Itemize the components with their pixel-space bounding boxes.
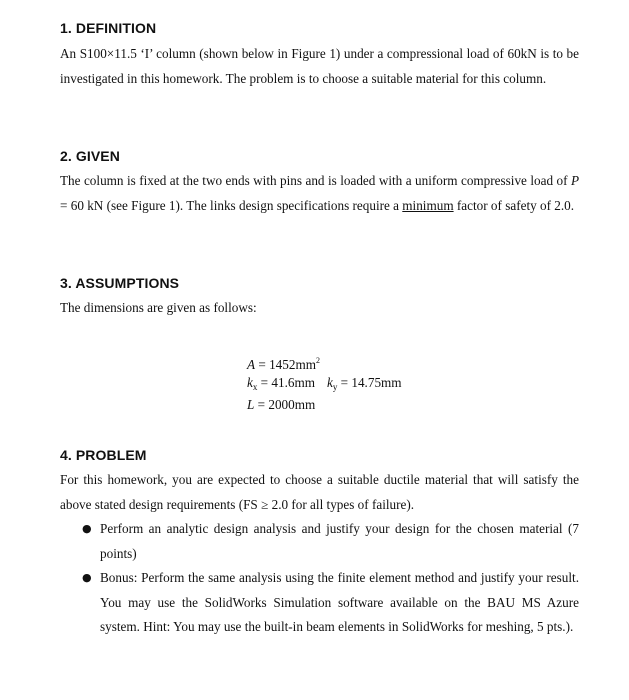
section-2-paragraph (60, 169, 579, 218)
ky-subscript: y (332, 382, 338, 392)
section-2-text-b: (see Figure 1). The links design specifications require a (103, 197, 403, 213)
equation-area (247, 352, 320, 374)
bullet-1-icon: ● (82, 522, 92, 535)
bullet-1-text: Perform an analytic design analysis and justify your design for the chosen material (7 points) (100, 521, 579, 561)
section-1-paragraph: An S100×11.5 ‘I’ column (shown below in Figure 1) under a compressional load of 60kN is to be investigated in this homework. The problem is to choose a suitable material for this column. (60, 46, 579, 86)
length-symbol: L (247, 397, 255, 412)
section-2-text-a: The column is fixed at the two ends with pins and is loaded with a uniform compressive load of (60, 173, 571, 188)
area-value: = 1452mm (255, 357, 316, 372)
load-symbol: P (570, 173, 579, 188)
area-exponent: 2 (315, 356, 320, 365)
section-4-paragraph: For this homework, you are expected to choose a suitable ductile material that will satisfy the above stated design requirements (FS ≥ 2.0 for all types of failure). (60, 472, 579, 512)
section-3-heading: 3. ASSUMPTIONS (60, 275, 180, 291)
equation-length (247, 396, 315, 414)
area-symbol: A (247, 357, 256, 372)
bullet-2-icon: ● (82, 571, 92, 584)
section-2-text-c: factor of safety of 2.0. (453, 197, 575, 213)
section-3-paragraph: The dimensions are given as follows: (60, 300, 257, 315)
kx-subscript: x (252, 382, 258, 392)
load-value: = 60 kN (60, 197, 104, 213)
ky-symbol: k (326, 375, 333, 390)
section-2-heading: 2. GIVEN (60, 148, 120, 164)
ky-value: = 14.75mm (337, 375, 402, 390)
equation-radii (247, 374, 402, 396)
section-4-heading: 4. PROBLEM (60, 447, 147, 463)
kx-symbol: k (247, 375, 253, 390)
kx-value: = 41.6mm (257, 375, 315, 390)
minimum-word: minimum (402, 197, 454, 213)
length-value: = 2000mm (254, 397, 316, 412)
section-1-heading: 1. DEFINITION (60, 20, 157, 36)
bullet-2-text: Bonus: Perform the same analysis using the finite element method and justify your result. You may use the SolidWorks Simulation software available on the BAU MS Azure system. Hint: You may use the built-in beam elements in SolidWorks for meshing, 5 pts.). (100, 570, 579, 634)
